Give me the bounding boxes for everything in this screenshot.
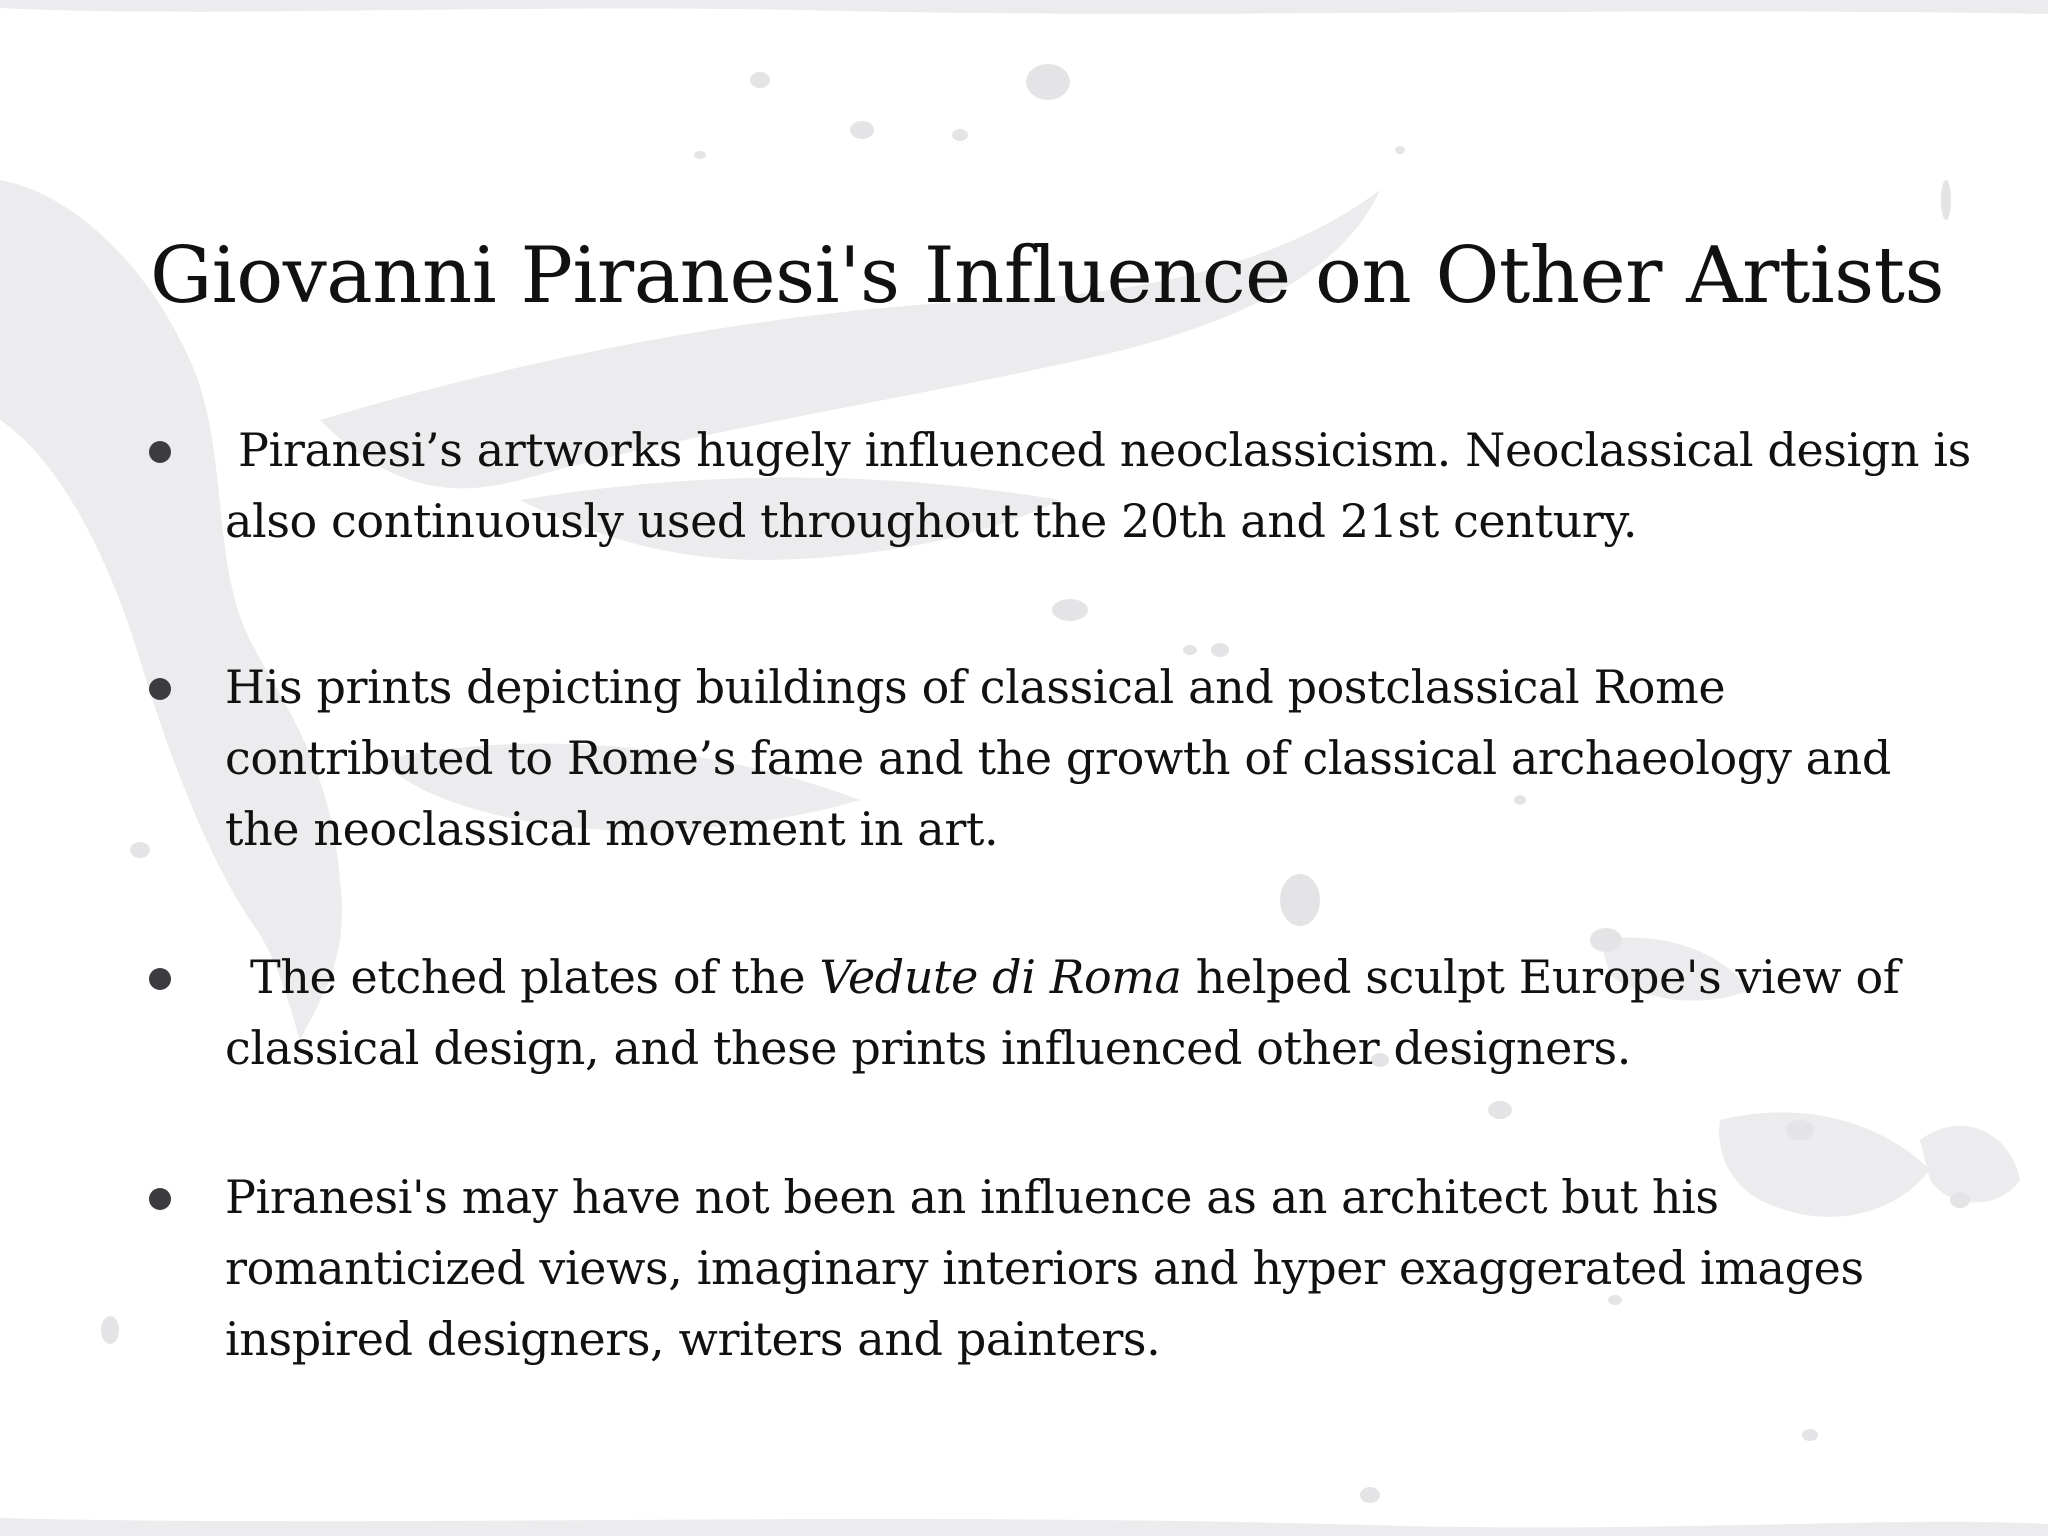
- bullet-line: the neoclassical movement in art.: [225, 802, 999, 856]
- bullet-line: His prints depicting buildings of classical and postclassical Rome: [225, 660, 1726, 714]
- artwork-title: Vedute di Roma: [819, 950, 1182, 1004]
- bullet-line: Piranesi's may have not been an influence as an architect but his: [225, 1170, 1719, 1224]
- bullet-line: contributed to Rome’s fame and the growth of classical archaeology and: [225, 731, 1891, 785]
- bullet-text: The etched plates of the: [250, 950, 820, 1004]
- bullet-item: [225, 1162, 1945, 1375]
- bullet-item: [225, 942, 1945, 1084]
- bullet-line: Piranesi’s artworks hugely influenced neoclassicism. Neoclassical design is: [238, 423, 1971, 477]
- bullet-dot-icon: [149, 1188, 171, 1210]
- bullet-line: inspired designers, writers and painters.: [225, 1312, 1161, 1366]
- bullet-line: [225, 942, 1945, 1013]
- bullet-dot-icon: [149, 968, 171, 990]
- bullet-item: [225, 652, 1945, 865]
- bullet-dot-icon: [149, 678, 171, 700]
- bullet-line: also continuously used throughout the 20th and 21st century.: [225, 494, 1638, 548]
- bullet-item: [225, 415, 1971, 557]
- bullet-dot-icon: [149, 441, 171, 463]
- bullet-text: helped sculpt Europe's view of: [1181, 950, 1900, 1004]
- bullet-line: romanticized views, imaginary interiors and hyper exaggerated images: [225, 1241, 1864, 1295]
- bullet-line: classical design, and these prints influenced other designers.: [225, 1021, 1631, 1075]
- slide-title: Giovanni Piranesi's Influence on Other Artists: [150, 231, 1945, 321]
